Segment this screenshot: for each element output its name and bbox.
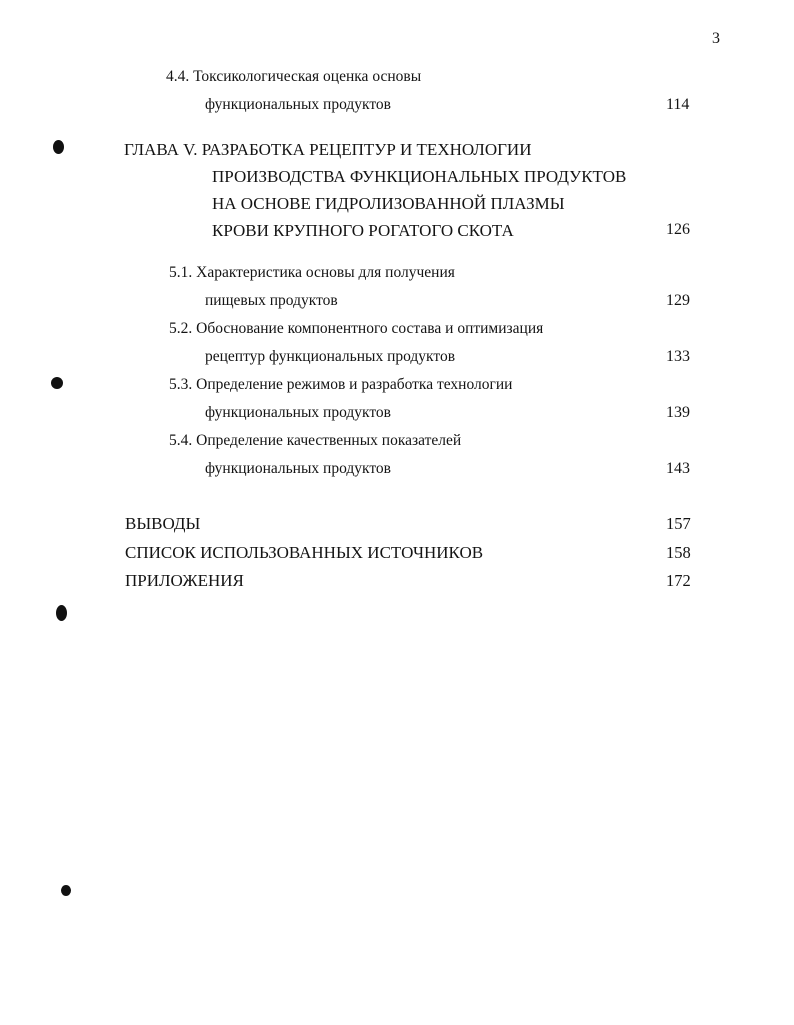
toc-section-title: ВЫВОДЫ bbox=[125, 514, 201, 533]
toc-section-title: ПРИЛОЖЕНИЯ bbox=[125, 571, 244, 590]
toc-entry-title-line: функциональных продуктов bbox=[205, 460, 391, 477]
toc-page-number: 139 bbox=[666, 404, 690, 421]
toc-page-number: 129 bbox=[666, 292, 690, 309]
toc-entry-title-line: 4.4. Токсикологическая оценка основы bbox=[166, 68, 422, 85]
toc-entry-title-line: рецептур функциональных продуктов bbox=[205, 348, 456, 365]
toc-entry-title-line: 5.4. Определение качественных показателей bbox=[169, 432, 462, 449]
toc-entry-title-line: функциональных продуктов bbox=[205, 404, 391, 421]
toc-chapter-title-line: ПРОИЗВОДСТВА ФУНКЦИОНАЛЬНЫХ ПРОДУКТОВ bbox=[212, 167, 627, 186]
toc-entry-title-line: пищевых продуктов bbox=[205, 292, 338, 309]
toc-page-number: 157 bbox=[666, 514, 691, 533]
toc-entry-title-line: 5.3. Определение режимов и разработка технологии bbox=[169, 376, 513, 393]
toc-page-number: 158 bbox=[666, 543, 691, 562]
page-number: 3 bbox=[712, 30, 720, 47]
toc-chapter-title-line: ГЛАВА V. РАЗРАБОТКА РЕЦЕПТУР И ТЕХНОЛОГИИ bbox=[124, 140, 532, 159]
toc-page-number: 114 bbox=[666, 96, 690, 113]
punch-hole-mark bbox=[51, 377, 63, 389]
toc-entry-title-line: 5.2. Обоснование компонентного состава и оптимизация bbox=[169, 320, 544, 337]
toc-entry-title-line: 5.1. Характеристика основы для получения bbox=[169, 264, 455, 281]
toc-page-number: 172 bbox=[666, 571, 691, 590]
toc-chapter-title-line: НА ОСНОВЕ ГИДРОЛИЗОВАННОЙ ПЛАЗМЫ bbox=[212, 194, 565, 213]
punch-hole-mark bbox=[61, 885, 71, 896]
punch-hole-mark bbox=[53, 140, 64, 154]
toc-entry-title-line: функциональных продуктов bbox=[205, 96, 391, 113]
toc-chapter-title-line: КРОВИ КРУПНОГО РОГАТОГО СКОТА bbox=[212, 221, 514, 240]
toc-page-number: 126 bbox=[666, 221, 690, 238]
toc-section-title: СПИСОК ИСПОЛЬЗОВАННЫХ ИСТОЧНИКОВ bbox=[125, 543, 484, 562]
punch-hole-mark bbox=[56, 605, 67, 621]
toc-page-number: 133 bbox=[666, 348, 690, 365]
toc-page-number: 143 bbox=[666, 460, 690, 477]
